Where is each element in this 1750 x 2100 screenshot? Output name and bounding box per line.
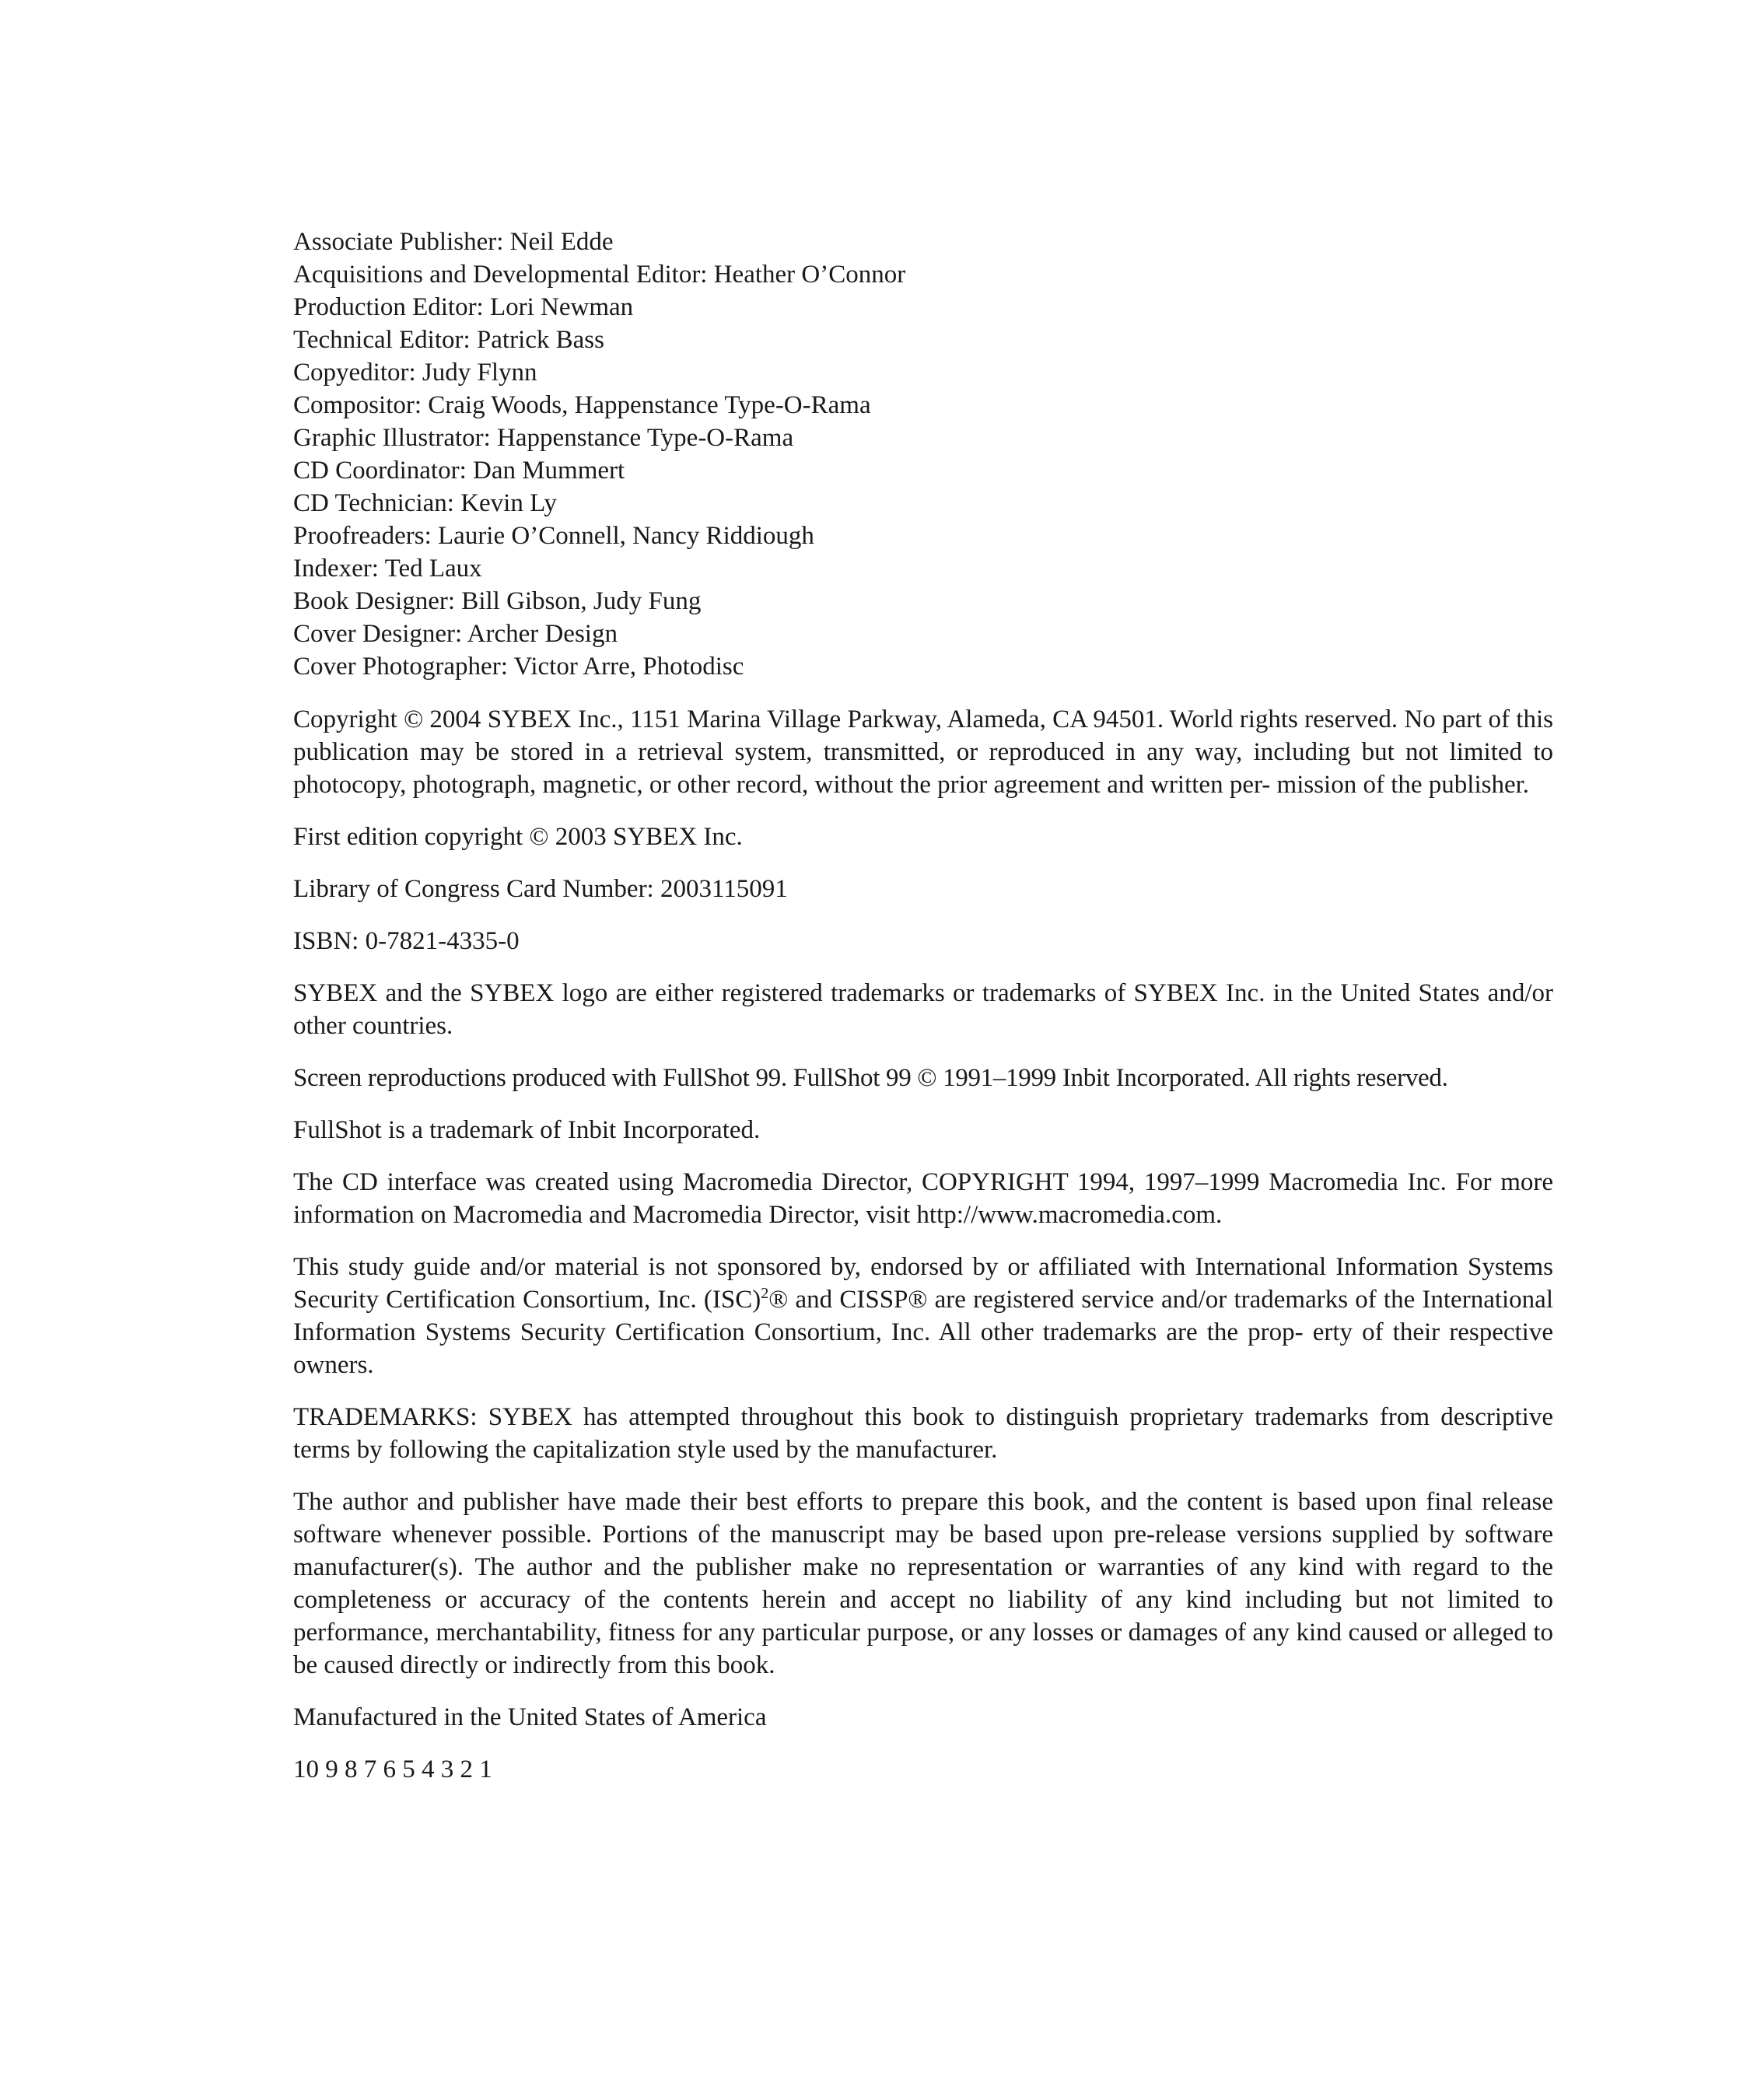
credit-line: Technical Editor: Patrick Bass [293,326,604,354]
credits-list [293,226,1553,683]
credit-line: Cover Designer: Archer Design [293,620,618,648]
superscript-two: 2 [761,1285,769,1302]
credit-line: Compositor: Craig Woods, Happenstance Type-O-Rama [293,391,871,419]
first-edition-line: First edition copyright © 2003 SYBEX Inc. [293,823,743,851]
print-line: 10 9 8 7 6 5 4 3 2 1 [293,1755,492,1783]
disclaimer-paragraph: The author and publisher have made their best efforts to prepare this book, and the content is based upon final release software whenever possible. Portions of the manuscript may be based upon pre-release versions supplied by software manufacturer(s). The author and the publisher make no representation or warranties of any kind with regard to the completeness or accuracy of the contents herein and accept no liability of any kind including but not limited to performance, merchantability, fitness for any particular purpose, or any losses or damages of any kind caused or alleged to be caused directly or indirectly from this book. [293,1488,1553,1679]
credit-line: Book Designer: Bill Gibson, Judy Fung [293,587,702,615]
sponsorship-paragraph [293,1251,1553,1381]
cd-interface-paragraph: The CD interface was created using Macromedia Director, COPYRIGHT 1994, 1997–1999 Macromedia Inc. For more information on Macromedia and Macromedia Director, visit http://www.macromedia.com. [293,1168,1553,1229]
credit-line: Indexer: Ted Laux [293,555,482,583]
credit-line: Acquisitions and Developmental Editor: Heather O’Connor [293,261,906,289]
screen-reproductions-line: Screen reproductions produced with FullShot 99. FullShot 99 © 1991–1999 Inbit Incorporated. All rights reserved. [293,1064,1448,1092]
copyright-paragraph: Copyright © 2004 SYBEX Inc., 1151 Marina Village Parkway, Alameda, CA 94501. World rights reserved. No part of this publication may be stored in a retrieval system, transmitted, or reproduced in any way, including but not limited to photocopy, photograph, magnetic, or other record, without the prior agreement and written per- mission of the publisher. [293,705,1553,799]
sybex-trademark-paragraph: SYBEX and the SYBEX logo are either registered trademarks or trademarks of SYBEX Inc. in the United States and/or other countries. [293,979,1553,1040]
copyright-page [293,226,1553,1805]
credit-line: Associate Publisher: Neil Edde [293,228,614,256]
isbn-line: ISBN: 0-7821-4335-0 [293,927,520,955]
manufactured-line: Manufactured in the United States of America [293,1703,767,1731]
trademarks-paragraph: TRADEMARKS: SYBEX has attempted throughout this book to distinguish proprietary trademarks from descriptive terms by following the capitalization style used by the manufacturer. [293,1403,1553,1464]
credit-line: Production Editor: Lori Newman [293,293,634,321]
credit-line: Cover Photographer: Victor Arre, Photodisc [293,653,744,681]
credit-line: Proofreaders: Laurie O’Connell, Nancy Riddiough [293,522,814,550]
sponsorship-text-end: ® and CISSP® are registered service and/or trademarks of the International Information Systems Security Certification Consortium, Inc. All other trademarks are the prop- erty of their respective owners. [293,1286,1553,1379]
credit-line: Graphic Illustrator: Happenstance Type-O-Rama [293,424,794,452]
credit-line: CD Coordinator: Dan Mummert [293,457,625,485]
fullshot-trademark-line: FullShot is a trademark of Inbit Incorporated. [293,1116,761,1144]
credit-line: Copyeditor: Judy Flynn [293,359,537,387]
library-of-congress-line: Library of Congress Card Number: 2003115091 [293,875,788,903]
credit-line: CD Technician: Kevin Ly [293,489,557,517]
sponsorship-text-start: This study guide and/or material is not sponsored by, endorsed by or affiliated with International Information Systems Security Certification Consortium, Inc. (ISC) [293,1253,1553,1314]
